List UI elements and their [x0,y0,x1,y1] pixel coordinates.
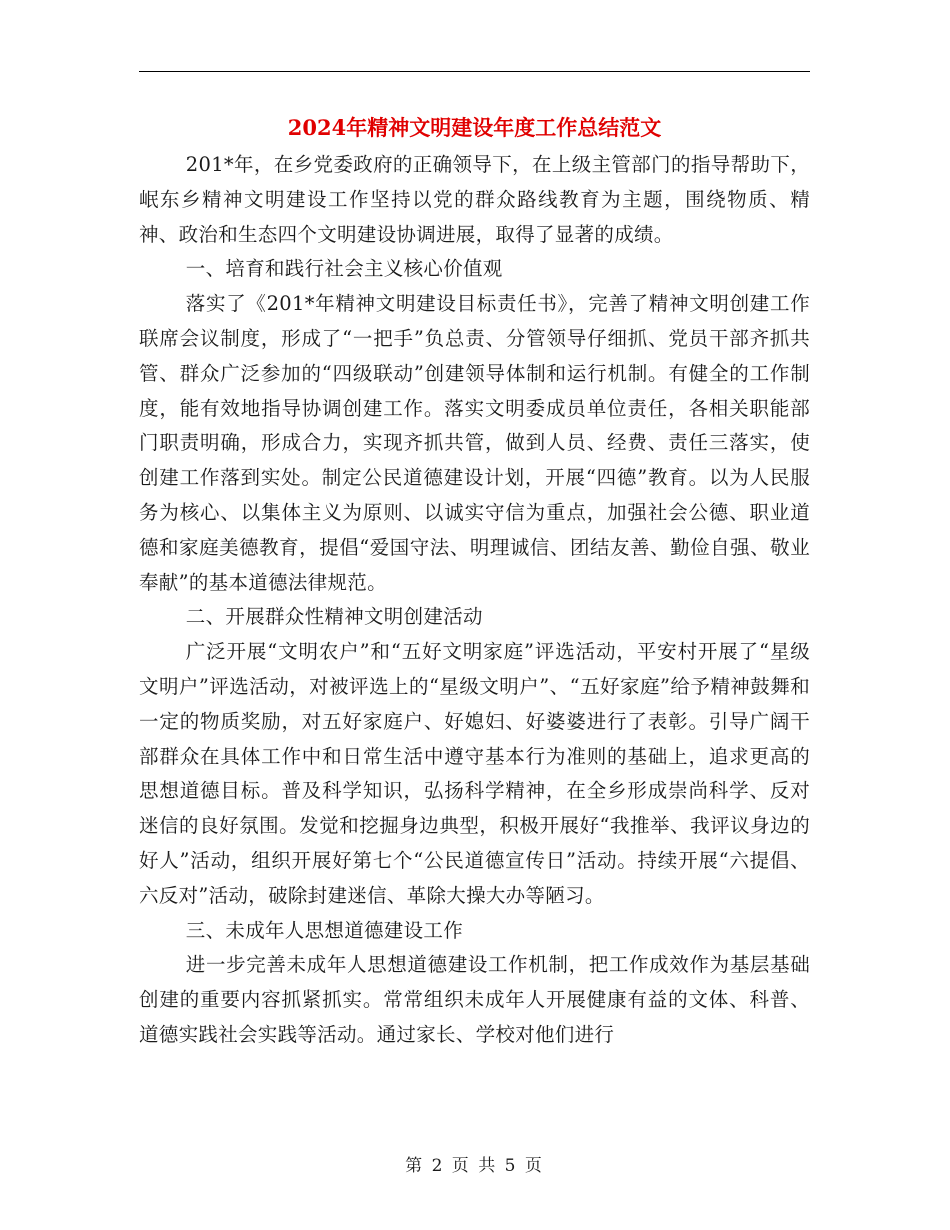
paragraph-intro: 201*年，在乡党委政府的正确领导下，在上级主管部门的指导帮助下，岷东乡精神文明建设工作坚持以党的群众路线教育为主题，围绕物质、精神、政治和生态四个文明建设协调进展，取得了显著的成绩。 [139,153,810,246]
document-title: 2024年精神文明建设年度工作总结范文 [287,115,662,140]
paragraph-section-2: 广泛开展“文明农户”和“五好文明家庭”评选活动，平安村开展了“星级文明户”评选活动，对被评选上的“星级文明户”、“五好家庭”给予精神鼓舞和一定的物质奖励，对五好家庭户、好媳妇、好婆婆进行了表彰。引导广阔干部群众在具体工作中和日常生活中遵守基本行为准则的基础上，追求更高的思想道德目标。普及科学知识，弘扬科学精神，在全乡形成崇尚科学、反对迷信的良好氛围。发觉和挖掘身边典型，积极开展好“我推举、我评议身边的好人”活动，组织开展好第七个“公民道德宣传日”活动。持续开展“六提倡、六反对”活动，破除封建迷信、革除大操大办等陋习。 [139,640,810,907]
page-number: 第 2 页 共 5 页 [405,1156,544,1176]
document-body [139,148,810,1053]
header-rule [139,71,810,72]
paragraph-section-3: 进一步完善未成年人思想道德建设工作机制，把工作成效作为基层基础创建的重要内容抓紧抓实。常常组织未成年人开展健康有益的文体、科普、道德实践社会实践等活动。通过家长、学校对他们进行 [139,953,810,1046]
section-heading-1: 一、培育和践行社会主义核心价值观 [185,257,503,281]
paragraph-section-1: 落实了《201*年精神文明建设目标责任书》，完善了精神文明创建工作联席会议制度，形成了“一把手”负总责、分管领导仔细抓、党员干部齐抓共管、群众广泛参加的“四级联动”创建领导体制和运行机制。有健全的工作制度，能有效地指导协调创建工作。落实文明委成员单位责任，各相关职能部门职责明确，形成合力，实现齐抓共管，做到人员、经费、责任三落实，使创建工作落到实处。制定公民道德建设计划，开展“四德”教育。以为人民服务为核心、以集体主义为原则、以诚实守信为重点，加强社会公德、职业道德和家庭美德教育，提倡“爱国守法、明理诚信、团结友善、勤俭自强、敬业奉献”的基本道德法律规范。 [139,292,810,594]
section-heading-2: 二、开展群众性精神文明创建活动 [185,605,483,629]
section-heading-3: 三、未成年人思想道德建设工作 [185,918,463,942]
